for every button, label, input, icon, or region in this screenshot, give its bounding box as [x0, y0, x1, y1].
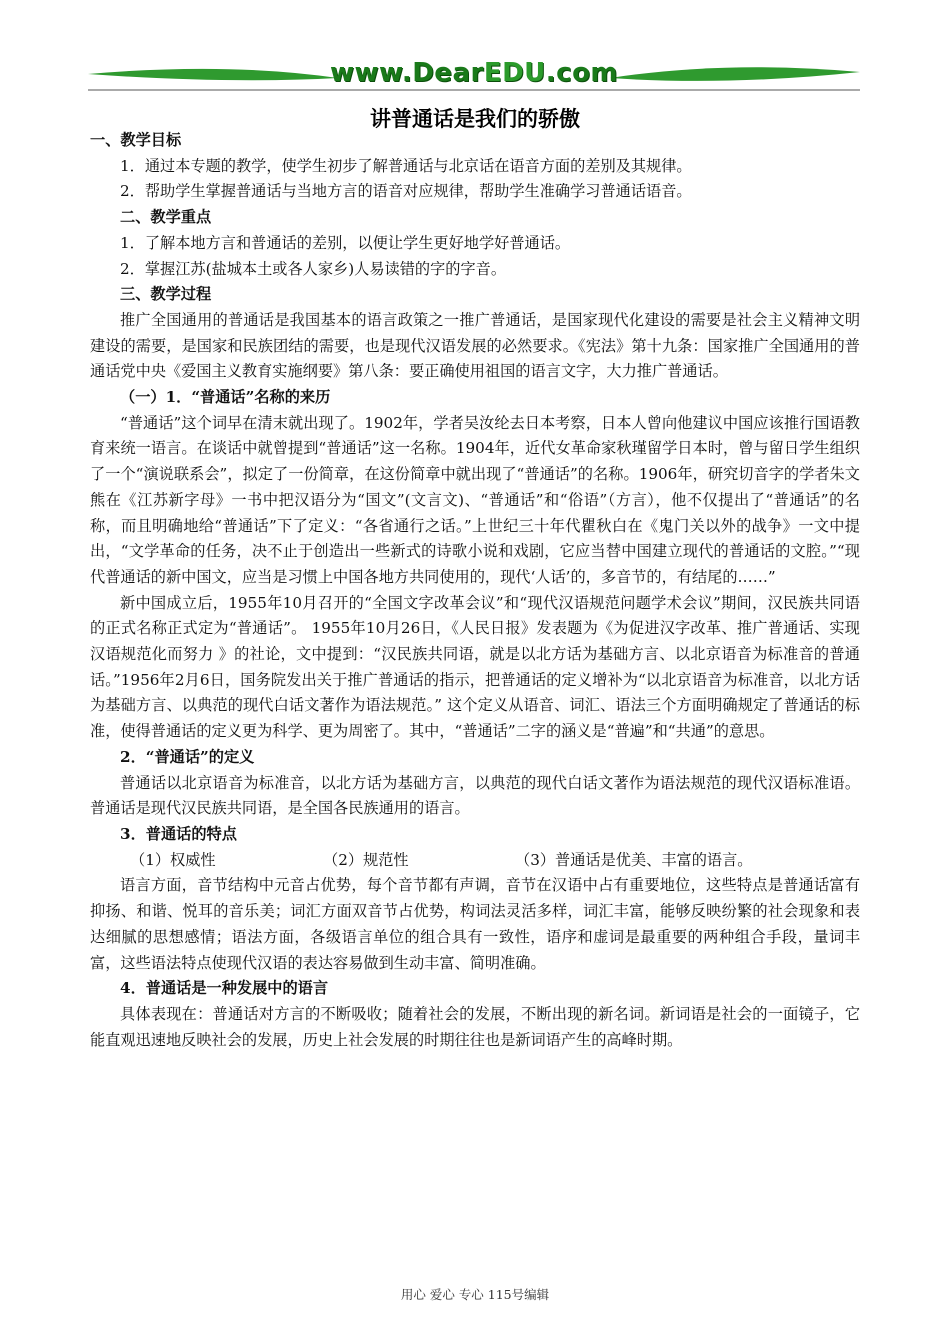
- subsection-heading-2: 2．“普通话”的定义: [120, 747, 255, 766]
- section-heading-focus: 二、教学重点: [120, 208, 212, 227]
- document-body: [90, 128, 860, 1053]
- feature-item: （3）普通话是优美、丰富的语言。: [515, 850, 753, 869]
- features-paragraph: 语言方面，音节结构中元音占优势，每个音节都有声调，音节在汉语中占有重要地位，这些特点是普通话富有抑扬、和谐、悦耳的音乐美；词汇方面双音节占优势，构词法灵活多样，词汇丰富，能够反映纷繁的社会现象和表达细腻的思想感情；语法方面，各级语言单位的组合具有一致性，语序和虚词是最重要的两种组合手段，量词丰富，这些语法特点使现代汉语的表达容易做到生动丰富、简明准确。: [90, 876, 860, 972]
- subsection-heading-3: 3．普通话的特点: [120, 824, 237, 843]
- goal-item: 1．通过本专题的教学，使学生初步了解普通话与北京话在语音方面的差别及其规律。: [120, 156, 692, 175]
- page-footer: 用心 爱心 专心 115号编辑: [400, 1287, 550, 1302]
- history-paragraph-2: 新中国成立后，1955年10月召开的“全国文字改革会议”和“现代汉语规范问题学术会议”期间，汉民族共同语的正式名称正式定为“普通话”。 1955年10月26日，《人民日报》发表题为《为促进汉字改革、推广普通话、实现汉语规范化而努力 》的社论，文中提到：“汉民族共同语，就是以北方话为基础方言、以北京语音为标准音的普通话。”1956年2月6日，国务院发出关于推广普通话的指示，把普通话的定义增补为“以北京语音为标准音，以北方话为基础方言、以典范的现代白话文著作为语法规范。” 这个定义从语音、词汇、语法三个方面明确规定了普通话的标准，使得普通话的定义更为科学、更为周密了。其中，“普通话”二字的涵义是“普遍”和“共通”的意思。: [90, 593, 860, 741]
- feature-item: （2）规范性: [323, 850, 409, 869]
- logo-edu: EDU: [483, 58, 546, 88]
- focus-item: 1．了解本地方言和普通话的差别，以便让学生更好地学好普通话。: [120, 233, 571, 252]
- logo-com: .com: [545, 58, 619, 88]
- section-heading-goals: 一、教学目标: [90, 131, 182, 149]
- logo-www: www.Dear: [329, 58, 484, 88]
- features-row: [90, 848, 860, 874]
- feature-item: （1）权威性: [130, 850, 216, 869]
- intro-paragraph: 推广全国通用的普通话是我国基本的语言政策之一推广普通话，是国家现代化建设的需要是社会主义精神文明建设的需要，是国家和民族团结的需要，也是现代汉语发展的必然要求。《宪法》第十九条：国家推广全国通用的普通话党中央《爱国主义教育实施纲要》第八条：要正确使用祖国的语言文字，大力推广普通话。: [90, 310, 860, 381]
- site-banner: [88, 54, 860, 100]
- document-title: 讲普通话是我们的骄傲: [370, 106, 580, 131]
- site-logo-text[interactable]: [88, 58, 860, 88]
- goal-item: 2．帮助学生掌握普通话与当地方言的语音对应规律，帮助学生准确学习普通话语音。: [120, 182, 692, 201]
- history-paragraph-1: “普通话”这个词早在清末就出现了。1902年，学者吴汝纶去日本考察，日本人曾向他建议中国应该推行国语教育来统一语言。在谈话中就曾提到“普通话”这一名称。1904年，近代女革命家秋瑾留学日本时，曾与留日学生组织了一个“演说联系会”，拟定了一份简章，在这份简章中就出现了“普通话”的名称。1906年，研究切音字的学者朱文熊在《江苏新字母》一书中把汉语分为“国文”(文言文)、“普通话”和“俗语”（方言），他不仅提出了“普通话”的名称，而且明确地给“普通话”下了定义：“各省通行之话。”上世纪三十年代瞿秋白在《鬼门关以外的战争》一文中提出，“文学革命的任务，决不止于创造出一些新式的诗歌小说和戏剧，它应当替中国建立现代的普通话的文腔。”“现代普通话的新中国文，应当是习惯上中国各地方共同使用的，现代‘人话’的，多音节的，有结尾的……”: [90, 413, 860, 586]
- definition-paragraph: 普通话以北京语音为标准音，以北方话为基础方言，以典范的现代白话文著作为语法规范的现代汉语标准语。普通话是现代汉民族共同语，是全国各民族通用的语言。: [90, 773, 860, 818]
- development-paragraph: 具体表现在：普通话对方言的不断吸收；随着社会的发展，不断出现的新名词。新词语是社会的一面镜子，它能直观迅速地反映社会的发展，历史上社会发展的时期往往也是新词语产生的高峰时期。: [90, 1004, 860, 1049]
- subsection-heading-1: （一）1．“普通话”名称的来历: [120, 388, 331, 407]
- focus-item: 2．掌握江苏(盐城本土或各人家乡)人易读错的字的字音。: [120, 259, 507, 278]
- subsection-heading-4: 4．普通话是一种发展中的语言: [120, 979, 329, 998]
- section-heading-process: 三、教学过程: [120, 285, 212, 304]
